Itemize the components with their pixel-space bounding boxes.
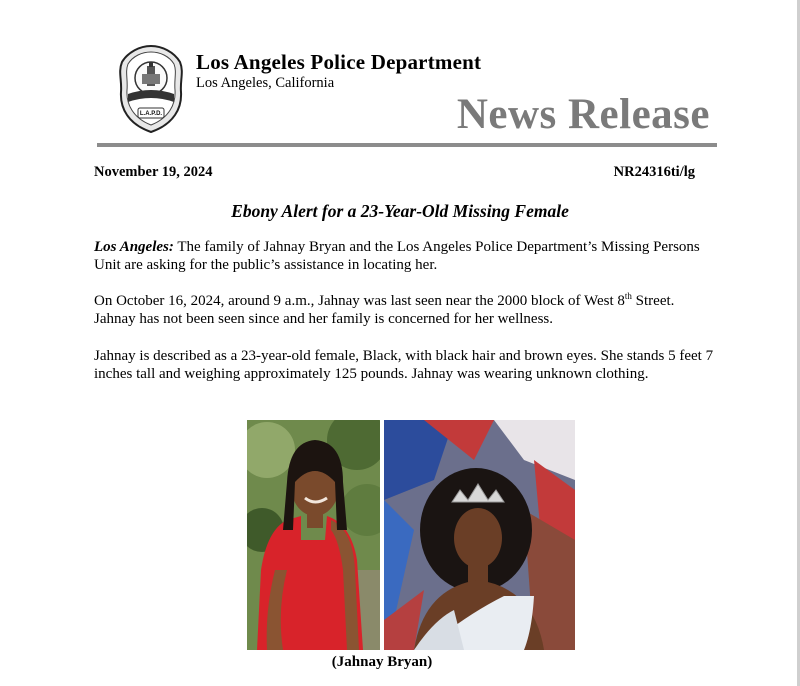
- dateline: Los Angeles:: [94, 239, 174, 255]
- department-location: Los Angeles, California: [196, 75, 335, 91]
- photo-caption: [0, 654, 800, 671]
- header-divider: [97, 143, 717, 147]
- paragraph-last-seen: [94, 292, 719, 328]
- paragraph-last-seen-text-a: On October 16, 2024, around 9 a.m., Jahnay was last seen near the 2000 block of West 8: [94, 293, 625, 309]
- release-date: November 19, 2024: [94, 164, 213, 180]
- missing-person-photo-1: [247, 420, 380, 650]
- lapd-badge-logo: [118, 44, 184, 134]
- department-name: Los Angeles Police Department: [196, 50, 482, 74]
- release-number: NR24316ti/lg: [613, 164, 695, 180]
- ordinal-suffix: th: [624, 291, 632, 301]
- photo-caption-text: (Jahnay Bryan): [331, 654, 433, 670]
- paragraph-intro: [94, 238, 719, 274]
- missing-person-photo-2: [384, 420, 575, 650]
- headline: Ebony Alert for a 23-Year-Old Missing Female: [231, 201, 569, 221]
- news-release-title: News Release: [456, 91, 710, 138]
- badge-bottom-text: L.A.P.D.: [139, 111, 163, 117]
- paragraph-description: Jahnay is described as a 23-year-old female, Black, with black hair and brown eyes. She stands 5 feet 7 inches tall and weighing approximately 125 pounds. Jahnay was wearing unknown clothing.: [94, 348, 714, 382]
- paragraph-intro-text: The family of Jahnay Bryan and the Los Angeles Police Department’s Missing Persons Unit are asking for the public’s assistance in locating her.: [94, 239, 700, 273]
- paragraph-last-seen-text-b: Street. Jahnay has not been seen since and her family is concerned for her wellness.: [94, 293, 675, 327]
